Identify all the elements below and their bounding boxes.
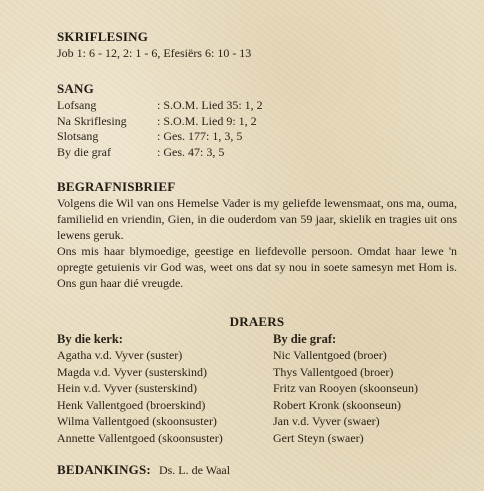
sang-row-slotsang xyxy=(57,129,263,145)
sang-value: : Ges. 177: 1, 3, 5 xyxy=(157,129,243,143)
bedankings-name: Ds. L. de Waal xyxy=(158,463,231,477)
draers-section xyxy=(57,314,457,446)
draer-name: Robert Kronk (skoonseun) xyxy=(273,397,401,412)
draer-name: Magda v.d. Vyver (susterskind) xyxy=(57,364,207,379)
draer-name: Wilma Vallentgoed (skoonsuster) xyxy=(57,414,217,428)
bedankings-section xyxy=(57,462,230,479)
sang-label: Slotsang xyxy=(57,129,99,143)
draer-name: Agatha v.d. Vyver (suster) xyxy=(57,348,183,362)
sang-value: : Ges. 47: 3, 5 xyxy=(157,144,225,159)
sang-heading: SANG xyxy=(57,81,94,96)
draer-name: Thys Vallentgoed (broer) xyxy=(273,364,394,379)
draer-name: Annette Vallentgoed (skoonsuster) xyxy=(57,430,223,445)
begrafnisbrief-section xyxy=(57,179,457,291)
skriflesing-heading: SKRIFLESING xyxy=(57,29,149,44)
begrafnisbrief-paragraph-2: Ons mis haar blymoedige, geestige en liefdevolle persoon. Omdat haar lewe 'n opregte getuienis vir God was, weet ons dat sy nou in soete samesyn met Hom is. Ons gun haar dié vreugde. xyxy=(57,244,457,290)
draers-kerk-heading: By die kerk: xyxy=(57,332,123,346)
sang-label: By die graf xyxy=(57,144,111,159)
draer-name: Hein v.d. Vyver (susterskind) xyxy=(57,381,197,395)
draer-name: Nic Vallentgoed (broer) xyxy=(273,348,387,362)
draers-kerk-column xyxy=(57,331,273,446)
sang-table xyxy=(57,98,263,160)
sang-label: Na Skriflesing xyxy=(57,113,127,128)
sang-row-lofsang xyxy=(57,98,263,114)
begrafnisbrief-heading: BEGRAFNISBRIEF xyxy=(57,179,176,194)
draer-name: Jan v.d. Vyver (swaer) xyxy=(273,414,380,428)
draers-graf-heading: By die graf: xyxy=(273,332,337,346)
draers-heading: DRAERS xyxy=(229,314,285,329)
begrafnisbrief-paragraph-1: Volgens die Wil van ons Hemelse Vader is my geliefde lewensmaat, ons ma, ouma, familielid en vriendin, Gien, in die ouderdom van 59 jaar, skielik en tragies uit ons lewens geruk. xyxy=(57,196,457,242)
sang-value: : S.O.M. Lied 35: 1, 2 xyxy=(157,98,263,112)
bedankings-heading: BEDANKINGS: xyxy=(57,462,151,477)
draer-name: Gert Steyn (swaer) xyxy=(273,430,364,445)
sang-row-na-skriflesing xyxy=(57,114,263,130)
draers-graf-column xyxy=(273,331,457,446)
sang-section xyxy=(57,81,263,160)
sang-label: Lofsang xyxy=(57,98,97,112)
skriflesing-text: Job 1: 6 - 12, 2: 1 - 6, Efesiërs 6: 10 - 13 xyxy=(57,46,252,60)
draer-name: Fritz van Rooyen (skoonseun) xyxy=(273,381,418,395)
sang-value: : S.O.M. Lied 9: 1, 2 xyxy=(157,113,257,128)
skriflesing-section xyxy=(57,29,251,62)
draer-name: Henk Vallentgoed (broerskind) xyxy=(57,397,206,412)
draers-columns xyxy=(57,331,457,446)
sang-row-by-die-graf xyxy=(57,145,263,161)
